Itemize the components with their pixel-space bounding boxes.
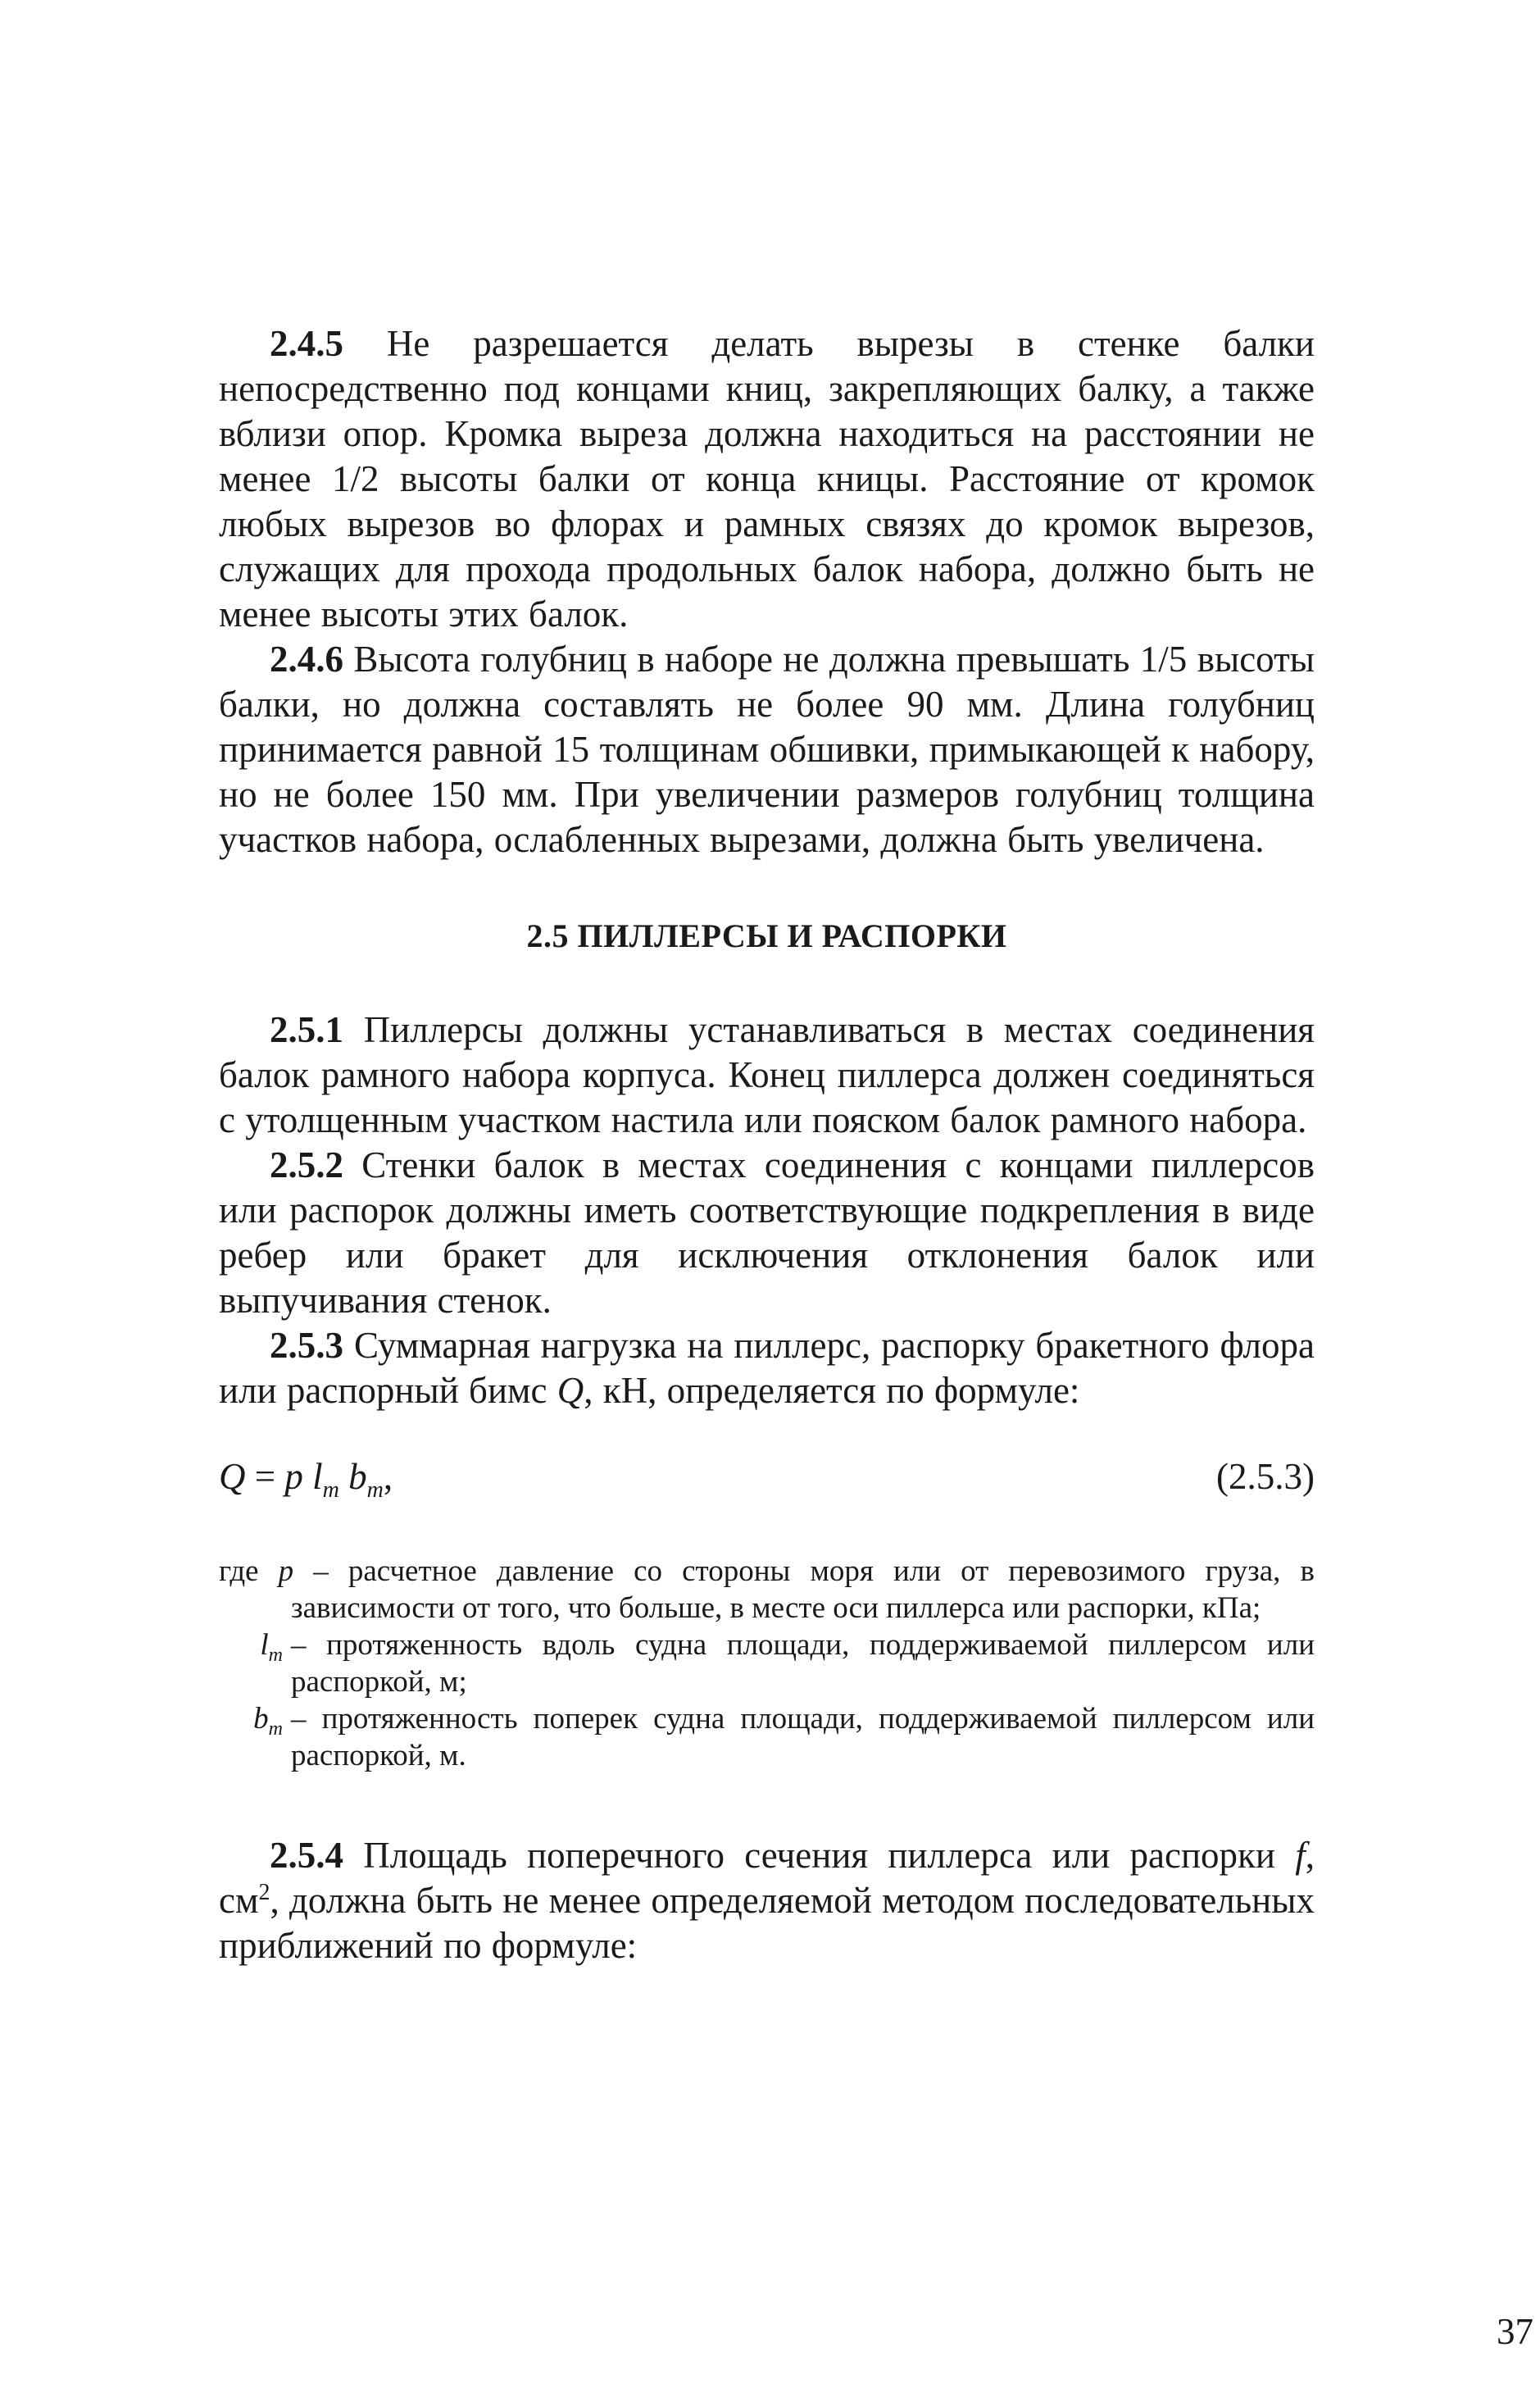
- section-heading: 2.5 ПИЛЛЕРСЫ И РАСПОРКИ: [526, 917, 1007, 954]
- paragraph-text: Высота голубниц в наборе не должна превышать 1/5 высоты балки, но должна составлять не более 90 мм. Длина голубниц принимается равной 15 толщинам обшивки, примыкающей к набору, но не более 150 мм. При увеличении размеров голубниц толщина участков набора, ослабленных вырезами, должна быть увеличена.: [219, 639, 1315, 860]
- definitions-list: [219, 1553, 1315, 1774]
- area-symbol: f: [1295, 1835, 1306, 1876]
- clause-number: 2.4.6: [270, 639, 343, 680]
- paragraph-text: Площадь поперечного сечения пиллерса или распорки: [343, 1835, 1296, 1876]
- paragraph-text: Не разрешается делать вырезы в стенке балки непосредственно под концами книц, закрепляющих балку, а также вблизи опор. Кромка выреза должна находиться на расстоянии не менее 1/2 высоты балки от конца кницы. Расстояние от кромок любых вырезов во флорах и рамных связях до кромок вырезов, служащих для прохода продольных балок набора, должно быть не менее высоты этих балок.: [219, 323, 1315, 635]
- equation-number: (2.5.3): [1216, 1456, 1315, 1497]
- paragraph-text: Суммарная нагрузка на пиллерс, распорку бракетного флора или распорный бимс: [219, 1325, 1315, 1411]
- formula-row: [219, 1448, 1315, 1505]
- clause-number: 2.4.5: [270, 323, 343, 364]
- definition-b: $b_m$ – протяженность поперек судна площади, поддерживаемой пиллерсом или распоркой, м.: [253, 1702, 1315, 1772]
- clause-number: 2.5.2: [270, 1144, 343, 1185]
- paragraph-text: Стенки балок в местах соединения с концами пиллерсов или распорок должны иметь соответствующие подкрепления в виде ребер или бракет для исключения отклонения балок или выпучивания стенок.: [219, 1144, 1315, 1321]
- paragraph-text: , должна быть не менее определяемой методом последовательных приближений по формуле:: [219, 1880, 1315, 1966]
- paragraph-text: , кН, определяется по формуле:: [584, 1370, 1080, 1411]
- paragraph-2-5-1: [219, 1008, 1315, 1143]
- paragraph-2-5-4: 2.5.4 Площадь поперечного сечения пиллерса или распорки f, $см^2$, должна быть не менее определяемой методом последовательных приближений по формуле:: [219, 1835, 1315, 1966]
- document-page: [219, 321, 1533, 2352]
- clause-number: 2.5.3: [270, 1325, 343, 1366]
- load-symbol: Q: [556, 1370, 584, 1411]
- paragraph-2-4-6: [219, 637, 1315, 862]
- formula-2-5-3: Q = p $l_m$ $b_m$,: [219, 1456, 393, 1503]
- clause-number: 2.5.4: [270, 1835, 343, 1876]
- paragraph-2-5-2: [219, 1143, 1315, 1323]
- paragraph-2-4-5: [219, 321, 1315, 637]
- paragraph-2-5-3: [219, 1323, 1315, 1413]
- definition-l: $l_m$ – протяженность вдоль судна площади, поддерживаемой пиллерсом или распоркой, м;: [260, 1628, 1315, 1699]
- definition-p: где p – расчетное давление со стороны моря или от перевозимого груза, в зависимости от того, что больше, в месте оси пиллерса или распорки, кПа;: [219, 1554, 1315, 1625]
- paragraph-text: Пиллерсы должны устанавливаться в местах соединения балок рамного набора корпуса. Конец пиллерса должен соединяться с утолщенным участком настила или пояском балок рамного набора.: [219, 1009, 1315, 1140]
- page-number: 37: [1497, 2311, 1533, 2352]
- clause-number: 2.5.1: [270, 1009, 343, 1050]
